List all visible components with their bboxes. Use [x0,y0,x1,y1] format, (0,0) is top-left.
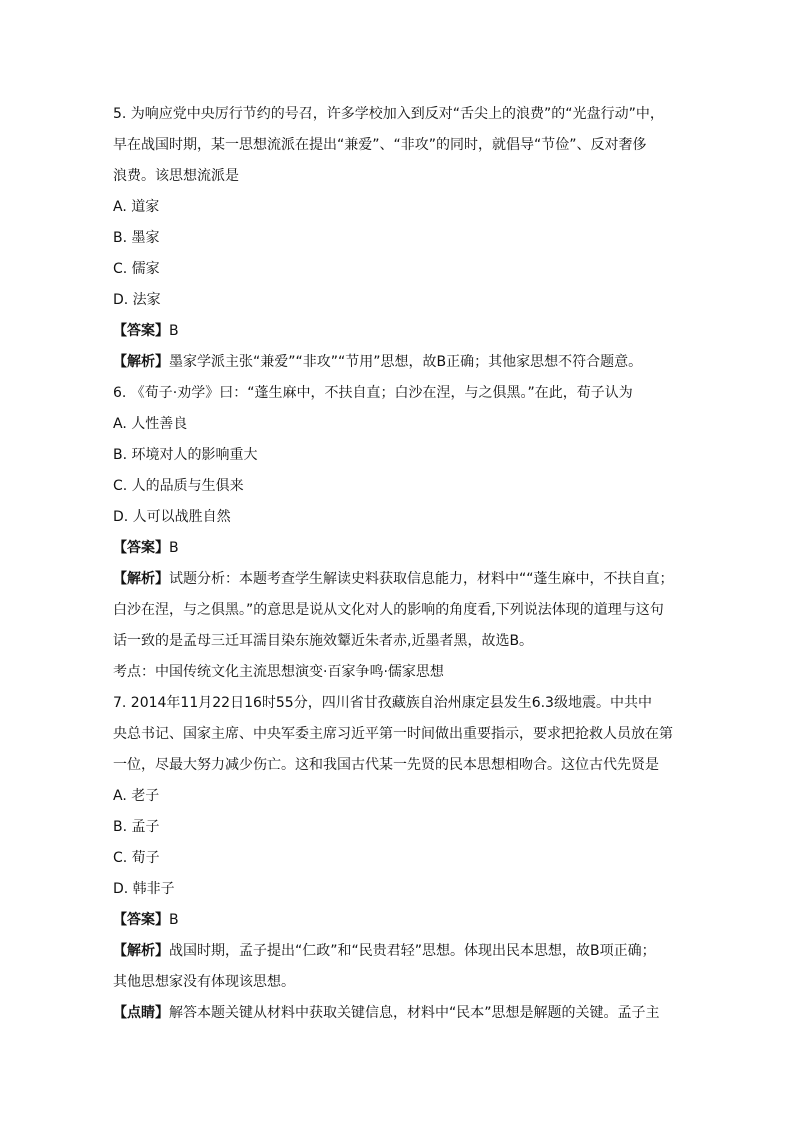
analysis-label: 【解析】 [113,354,169,370]
q6-analysis-line-2: 白沙在涅，与之俱黑。”的意思是说从文化对人的影响的角度看,下列说法体现的道理与这句 [113,602,664,618]
q5-answer [113,321,693,341]
q7-analysis-line-1 [113,941,693,961]
q6-analysis-line-3: 话一致的是孟母三迁耳濡目染东施效颦近朱者赤,近墨者黑，故选B。 [113,633,534,649]
q7-stem-line-3: 一位，尽最大努力减少伤亡。这和我国古代某一先贤的民本思想相吻合。这位古代先贤是 [113,757,659,773]
q7-stem-line-1: 7. 2014年11月22日16时55分，四川省甘孜藏族自治州康定县发生6.3级地震。中共中 [113,695,652,711]
q6-option-d: D. 人可以战胜自然 [113,509,231,525]
answer-label: 【答案】 [113,912,169,928]
q5-stem-line-1: 5. 为响应党中央厉行节约的号召，许多学校加入到反对“舌尖上的浪费”的“光盘行动”中， [113,106,664,122]
q6-analysis-line-1 [113,569,693,589]
q5-option-c: C. 儒家 [113,261,160,277]
q7-stem-line-2: 央总书记、国家主席、中央军委主席习近平第一时间做出重要指示，要求把抢救人员放在第 [113,726,673,742]
q6-kaodian: 考点：中国传统文化主流思想演变·百家争鸣·儒家思想 [113,664,444,680]
q7-option-c: C. 荀子 [113,850,160,866]
dianjing-text: 解答本题关键从材料中获取关键信息，材料中“民本”思想是解题的关键。孟子主 [169,1005,660,1021]
analysis-label: 【解析】 [113,943,169,959]
q6-stem-line-1: 6. 《荀子·劝学》曰：“蓬生麻中，不扶自直；白沙在涅，与之俱黑。”在此，荀子认为 [113,385,633,401]
q5-analysis [113,352,693,372]
answer-value: B [169,912,179,928]
analysis-text: 战国时期，孟子提出“仁政”和“民贵君轻”思想。体现出民本思想，故B项正确； [169,943,656,959]
q6-option-c: C. 人的品质与生俱来 [113,478,244,494]
q5-option-d: D. 法家 [113,292,161,308]
analysis-text: 墨家学派主张“兼爱”“非攻”“节用”思想，故B正确；其他家思想不符合题意。 [169,354,643,370]
q7-analysis-line-2: 其他思想家没有体现该思想。 [113,974,295,990]
q5-option-a: A. 道家 [113,199,160,215]
q7-answer [113,910,693,930]
analysis-text: 试题分析：本题考查学生解读史料获取信息能力，材料中““蓬生麻中，不扶自直； [169,571,674,587]
q7-option-b: B. 孟子 [113,819,160,835]
q5-stem-line-3: 浪费。该思想流派是 [113,168,239,184]
q7-option-d: D. 韩非子 [113,881,175,897]
q6-option-b: B. 环境对人的影响重大 [113,447,258,463]
answer-label: 【答案】 [113,323,169,339]
answer-value: B [169,540,179,556]
answer-value: B [169,323,179,339]
q6-answer [113,538,693,558]
q7-option-a: A. 老子 [113,788,160,804]
analysis-label: 【解析】 [113,571,169,587]
q5-option-b: B. 墨家 [113,230,160,246]
dianjing-label: 【点睛】 [113,1005,169,1021]
answer-label: 【答案】 [113,540,169,556]
q6-option-a: A. 人性善良 [113,416,188,432]
q5-stem-line-2: 早在战国时期，某一思想流派在提出“兼爱”、“非攻”的同时，就倡导“节俭”、反对奢侈 [113,137,647,153]
q7-dianjing [113,1003,693,1023]
